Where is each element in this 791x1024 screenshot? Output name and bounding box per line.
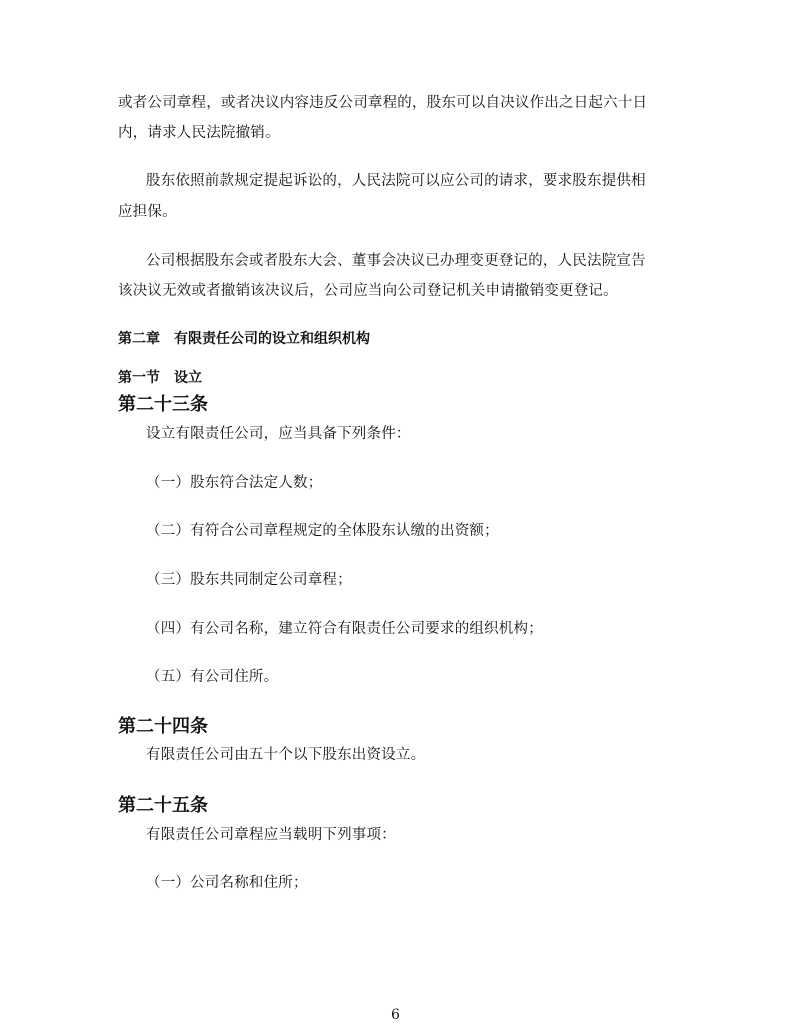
article-intro: 有限责任公司章程应当载明下列事项： <box>146 827 396 843</box>
article-text: 有限责任公司由五十个以下股东出资设立。 <box>146 747 426 763</box>
paragraph-line: 应担保。 <box>118 204 177 220</box>
page-number: 6 <box>391 1007 400 1023</box>
article-intro: 设立有限责任公司，应当具备下列条件： <box>146 426 411 442</box>
paragraph-line: 内，请求人民法院撤销。 <box>118 125 280 141</box>
list-item: （一）股东符合法定人数； <box>146 475 323 491</box>
article-heading: 第二十四条 <box>118 716 208 737</box>
list-item: （一）公司名称和住所； <box>146 875 308 891</box>
list-item: （二）有符合公司章程规定的全体股东认缴的出资额； <box>146 523 499 539</box>
article-heading: 第二十三条 <box>118 394 208 415</box>
section-title: 第一节 设立 <box>118 370 202 386</box>
list-item: （三）股东共同制定公司章程； <box>146 572 352 588</box>
list-item: （四）有公司名称，建立符合有限责任公司要求的组织机构； <box>146 621 543 637</box>
chapter-title: 第二章 有限责任公司的设立和组织机构 <box>118 331 370 347</box>
article-heading: 第二十五条 <box>118 795 208 816</box>
list-item: （五）有公司住所。 <box>146 669 279 685</box>
paragraph-line: 股东依照前款规定提起诉讼的，人民法院可以应公司的请求，要求股东提供相 <box>146 173 646 189</box>
paragraph-line: 公司根据股东会或者股东大会、董事会决议已办理变更登记的，人民法院宣告 <box>146 253 646 269</box>
paragraph-line: 该决议无效或者撤销该决议后，公司应当向公司登记机关申请撤销变更登记。 <box>118 283 618 299</box>
paragraph-line: 或者公司章程，或者决议内容违反公司章程的，股东可以自决议作出之日起六十日 <box>118 95 648 111</box>
